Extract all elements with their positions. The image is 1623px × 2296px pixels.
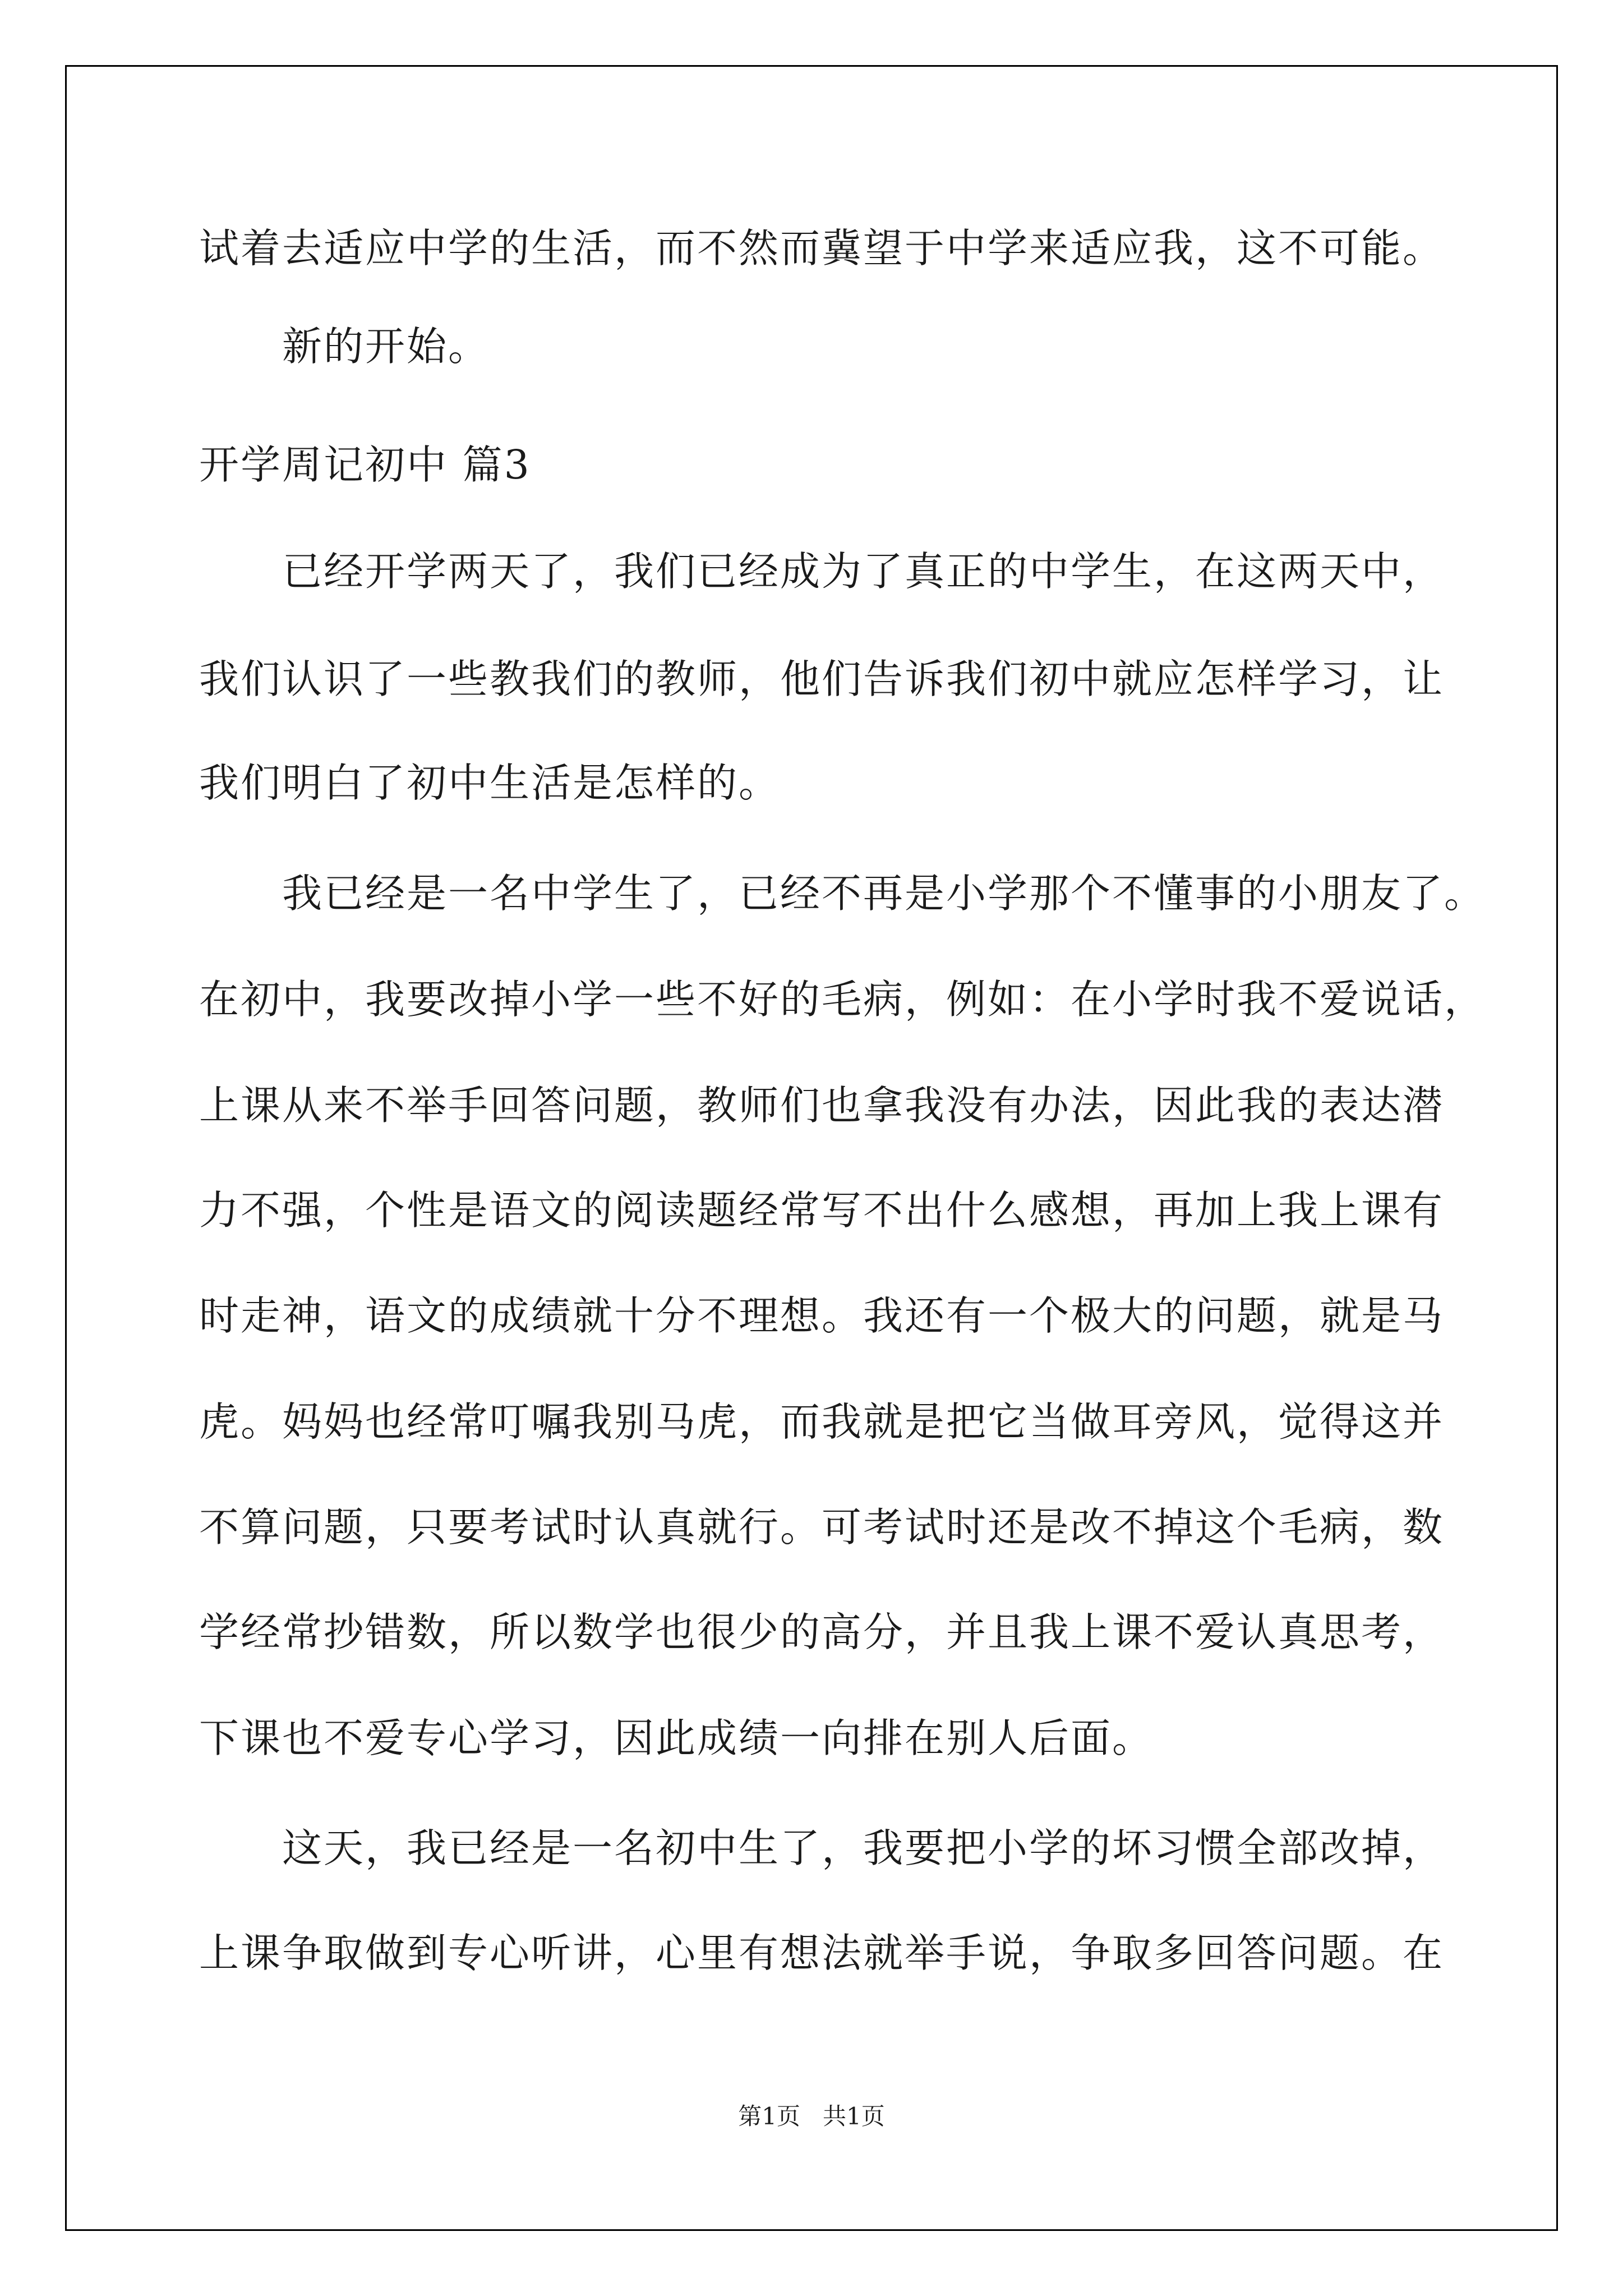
text-line: 学经常抄错数，所以数学也很少的高分，并且我上课不爱认真思考， [199, 1609, 1445, 1655]
page-border [65, 65, 1558, 2231]
text-line: 不算问题，只要考试时认真就行。可考试时还是改不掉这个毛病，数 [199, 1504, 1445, 1550]
text-line: 下课也不爱专心学习，因此成绩一向排在别人后面。 [199, 1715, 1154, 1761]
text-line: 在初中，我要改掉小学一些不好的毛病，例如：在小学时我不爱说话， [199, 976, 1486, 1023]
text-line: 试着去适应中学的生活，而不然而冀望于中学来适应我，这不可能。 [199, 225, 1445, 272]
text-line: 虎。妈妈也经常叮嘱我别马虎，而我就是把它当做耳旁风，觉得这并 [199, 1398, 1445, 1445]
text-line: 我们明白了初中生活是怎样的。 [199, 760, 781, 806]
text-line: 上课争取做到专心听讲，心里有想法就举手说，争取多回答问题。在 [199, 1930, 1445, 1976]
text-line: 我已经是一名中学生了，已经不再是小学那个不懂事的小朋友了。 [282, 870, 1486, 917]
text-line: 我们认识了一些教我们的教师，他们告诉我们初中就应怎样学习，让 [199, 656, 1445, 702]
text-line: 力不强，个性是语文的阅读题经常写不出什么感想，再加上我上课有 [199, 1187, 1445, 1234]
section-heading: 开学周记初中 篇3 [199, 441, 531, 488]
text-line: 已经开学两天了，我们已经成为了真正的中学生，在这两天中， [282, 548, 1445, 595]
text-line: 新的开始。 [282, 323, 490, 370]
text-line: 时走神，语文的成绩就十分不理想。我还有一个极大的问题，就是马 [199, 1292, 1445, 1339]
text-line: 上课从来不举手回答问题，教师们也拿我没有办法，因此我的表达潜 [199, 1082, 1445, 1129]
text-line: 这天，我已经是一名初中生了，我要把小学的坏习惯全部改掉， [282, 1825, 1445, 1871]
page-footer: 第1页 共1页 [738, 2102, 885, 2130]
